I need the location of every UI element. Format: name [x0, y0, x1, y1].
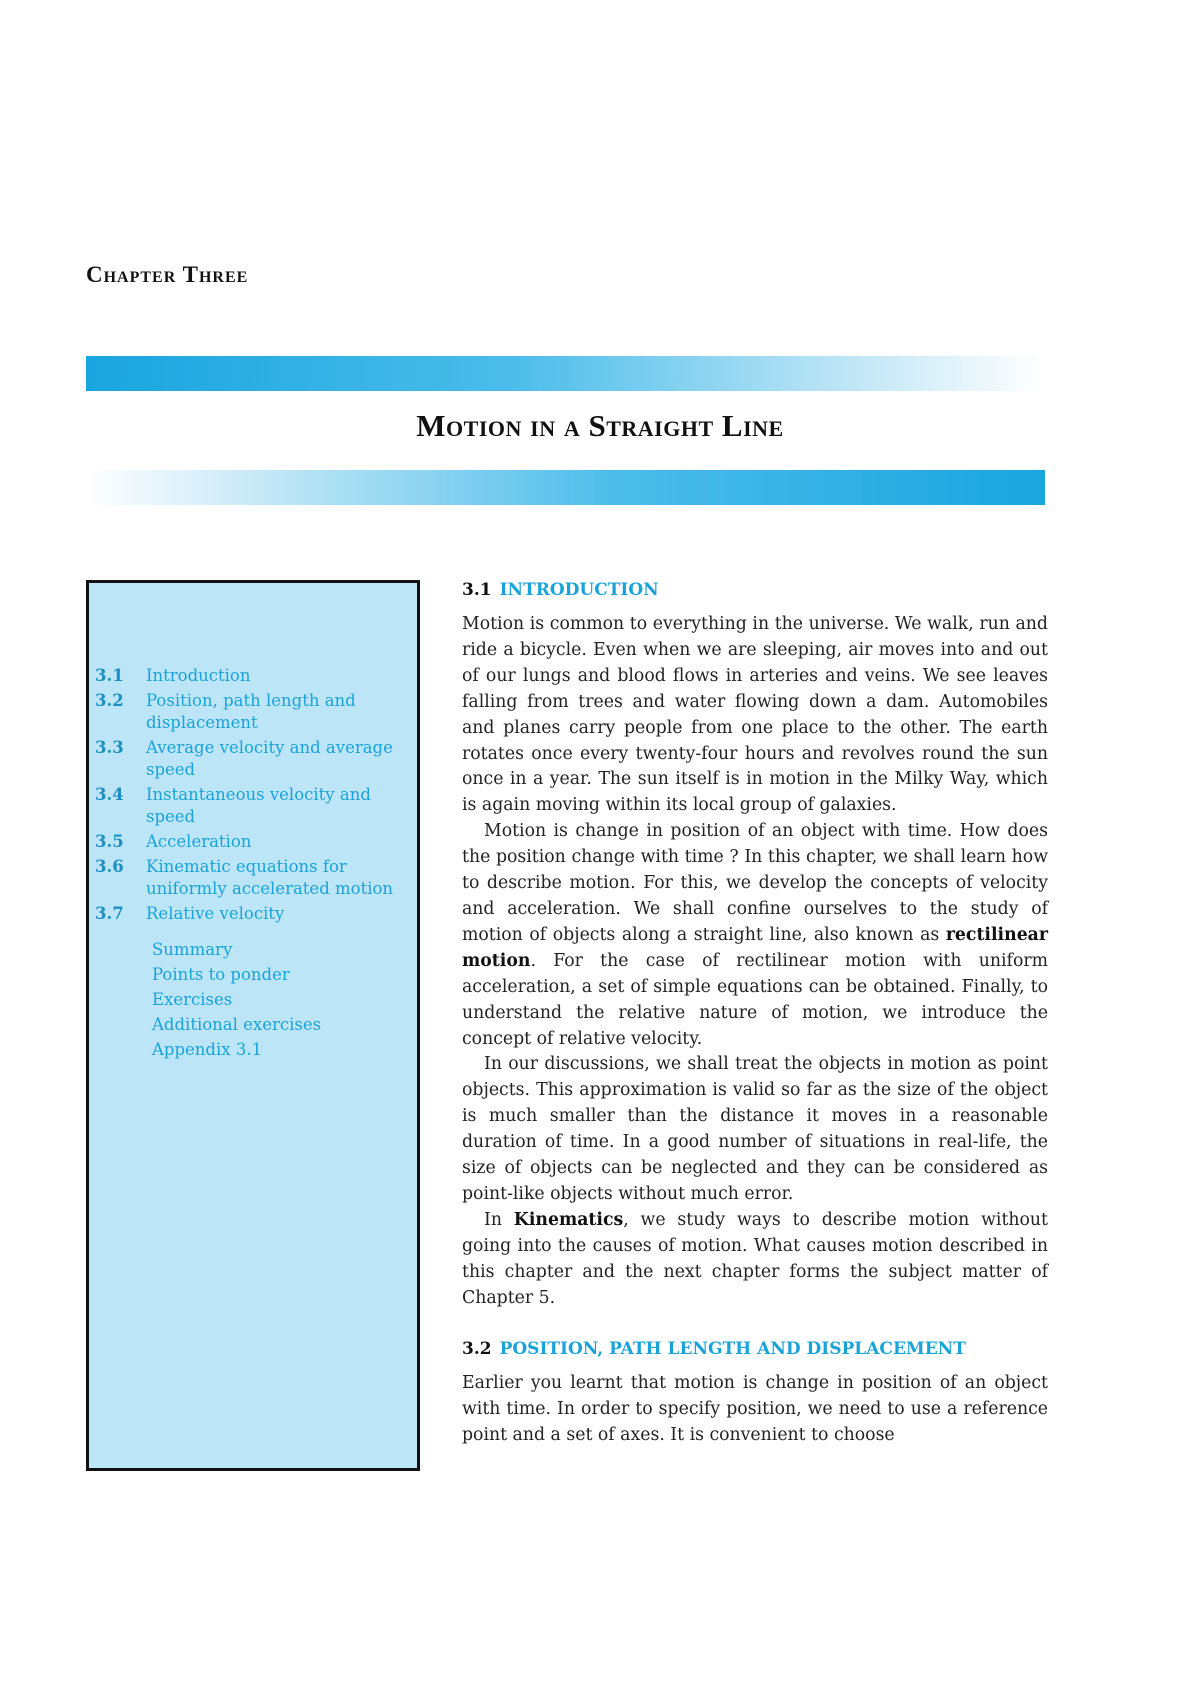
title-top-bar — [86, 356, 1042, 391]
section-title: INTRODUCTION — [499, 580, 659, 600]
section-heading-position — [462, 1337, 1048, 1361]
section-heading-introduction — [462, 578, 1048, 602]
toc-item-number: 3.1 — [95, 666, 124, 685]
toc-item-number: 3.6 — [95, 857, 124, 876]
toc-item-label: Relative velocity — [146, 904, 285, 923]
toc-extra-additional-exercises: Additional exercises — [152, 1015, 322, 1034]
toc-item — [95, 665, 417, 687]
paragraph: Earlier you learnt that motion is change in position of an object with time. In order to specify position, we need to use a reference point and a set of axes. It is convenient to choose — [462, 1373, 1048, 1446]
toc-extra-appendix: Appendix 3.1 — [152, 1040, 263, 1059]
text-run: In — [484, 1209, 514, 1230]
chapter-label: Chapter Three — [86, 262, 249, 287]
toc-item-label: Introduction — [146, 666, 251, 685]
toc-item-label: Position, path length and displacement — [146, 691, 356, 732]
toc-item-number: 3.4 — [95, 785, 124, 804]
toc-extras — [95, 937, 417, 1062]
paragraph — [462, 819, 1048, 1052]
toc-extra-points-to-ponder: Points to ponder — [152, 965, 290, 984]
text-run: Motion is change in position of an object with time. How does the position change with time ? In this chapter, we shall learn how to describe motion. For this, we develop the concepts of velocity and acceleration. We shall confine ourselves to the study of motion of objects along a straight line, also known as — [462, 821, 1048, 945]
table-of-contents — [86, 580, 420, 1471]
toc-extra-exercises: Exercises — [152, 990, 233, 1009]
toc-item — [95, 690, 417, 734]
paragraph: In our discussions, we shall treat the objects in motion as point objects. This approximation is valid so far as the size of the object is much smaller than the distance it moves in a reasonable duration of time. In a good number of situations in real-life, the size of objects can be neglected and they can be considered as point-like objects without much error. — [462, 1054, 1048, 1204]
title-bottom-bar — [86, 470, 1045, 505]
bold-term: rectilinear motion — [462, 924, 1048, 971]
paragraph: Motion is common to everything in the universe. We walk, run and ride a bicycle. Even when we are sleeping, air moves into and out of our lungs and blood flows in arteries and veins. We see leaves falling from trees and water flowing down a dam. Automobiles and planes carry people from one place to the other. The earth rotates once every twenty-four hours and revolves round the sun once in a year. The sun itself is in motion in the Milky Way, which is again moving within its local group of galaxies. — [462, 614, 1048, 816]
toc-item-number: 3.5 — [95, 832, 124, 851]
toc-item-label: Kinematic equations for uniformly accelerated motion — [146, 857, 394, 898]
toc-extra-summary: Summary — [152, 940, 233, 959]
section-title: POSITION, PATH LENGTH AND DISPLACEMENT — [499, 1339, 966, 1360]
bold-term: Kinematics — [513, 1209, 624, 1230]
section-number: 3.2 — [462, 1339, 492, 1360]
toc-item — [95, 831, 417, 853]
toc-item-label: Instantaneous velocity and speed — [146, 785, 371, 826]
toc-item-number: 3.2 — [95, 691, 124, 710]
paragraph — [462, 1208, 1048, 1312]
section-number: 3.1 — [462, 580, 492, 600]
text-run: , we study ways to describe motion without going into the causes of motion. What causes motion described in this chapter and the next chapter forms the subject matter of Chapter 5. — [462, 1209, 1049, 1308]
toc-item-number: 3.7 — [95, 904, 124, 923]
toc-item — [95, 784, 417, 828]
toc-item — [95, 737, 417, 781]
chapter-title: Motion in a Straight Line — [416, 408, 784, 443]
toc-item-label: Acceleration — [146, 832, 252, 851]
toc-item — [95, 856, 417, 900]
main-content — [462, 578, 1048, 1449]
toc-item — [95, 903, 417, 925]
toc-item-number: 3.3 — [95, 738, 124, 757]
text-run: . For the case of rectilinear motion with uniform acceleration, a set of simple equations can be obtained. Finally, to understand the relative nature of motion, we introduce the concept of relative velocity. — [462, 950, 1048, 1049]
toc-item-label: Average velocity and average speed — [146, 738, 393, 779]
